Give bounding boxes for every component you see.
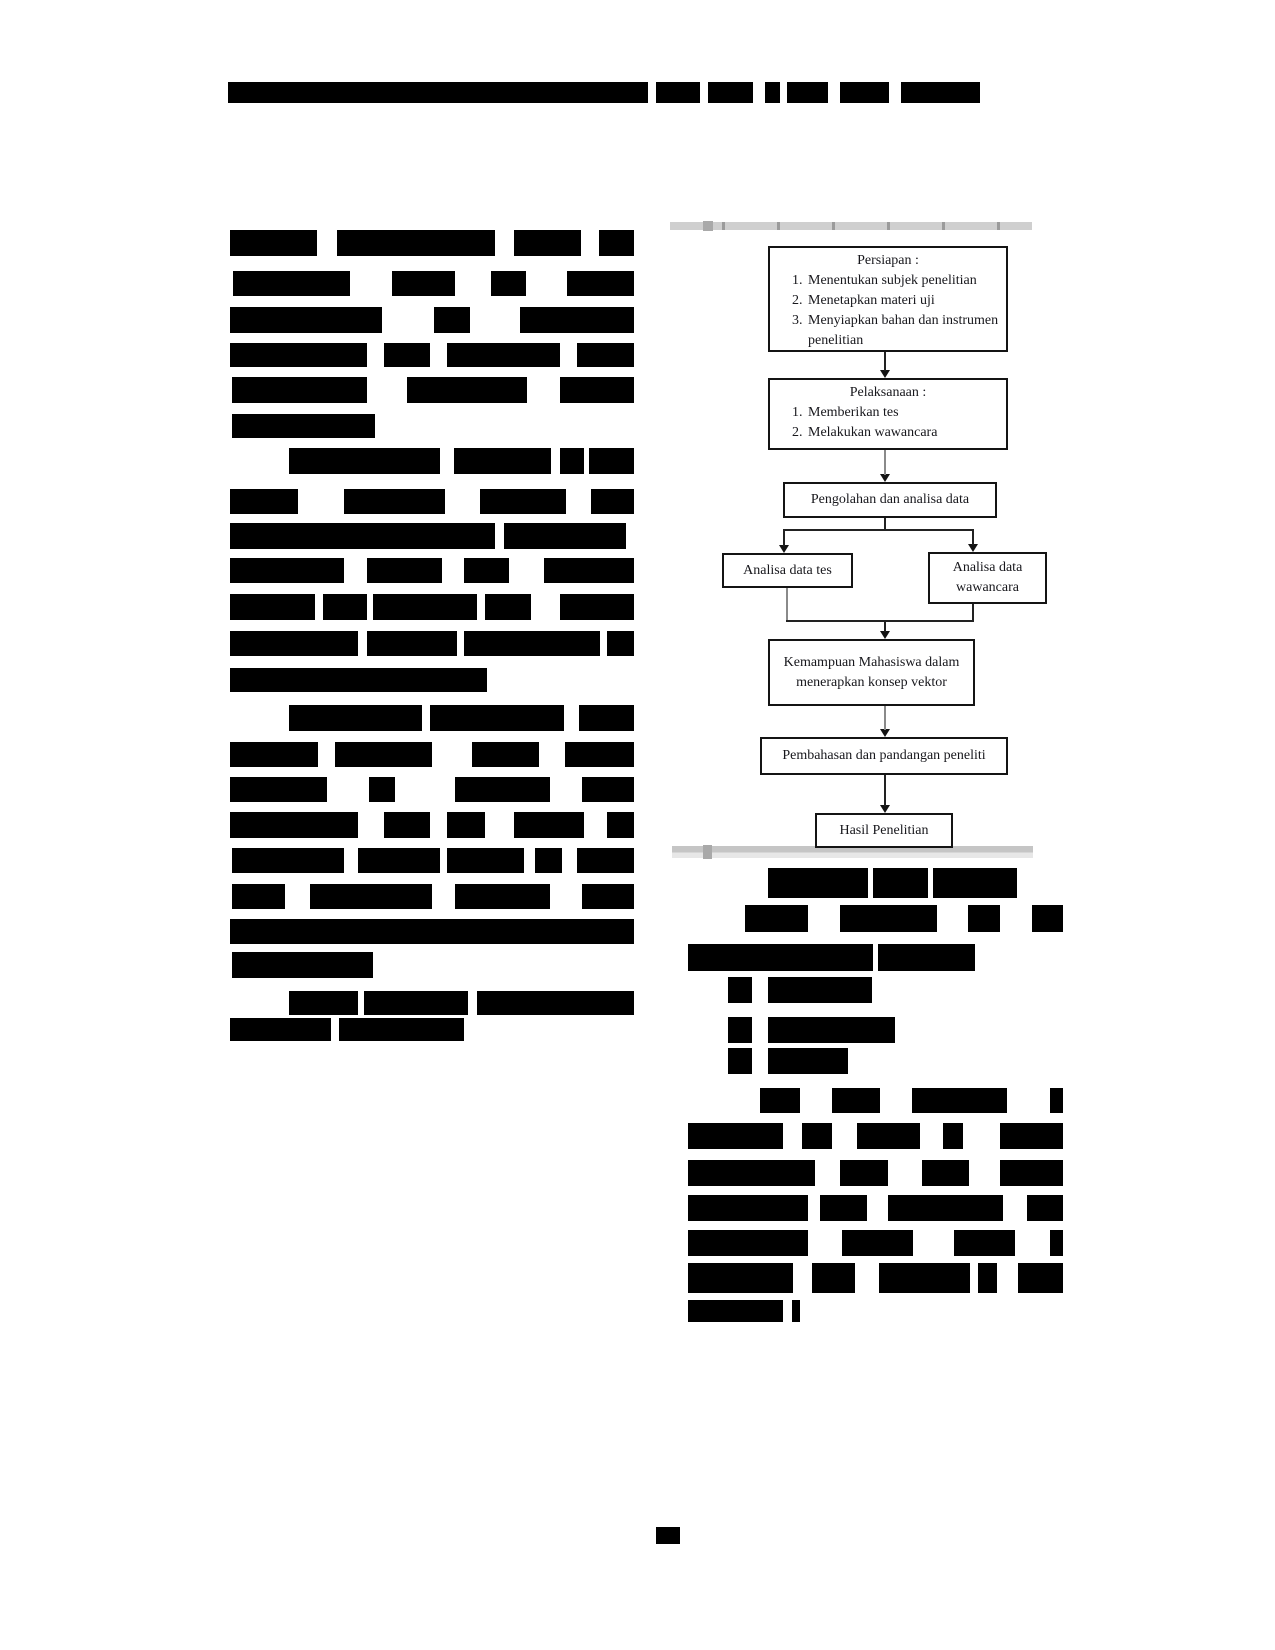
figure-top-scan-bar-lead — [703, 221, 713, 231]
flow-box-analisa-data-tes — [722, 553, 853, 588]
figure-bottom-scan-bar-lead — [703, 845, 712, 859]
connector-line-horizontal — [786, 620, 974, 622]
connector-line-vertical — [884, 775, 886, 806]
flow-box-list — [770, 403, 1006, 443]
arrowhead-down-icon — [880, 729, 890, 737]
connector-line-vertical — [884, 706, 886, 730]
connector-line-vertical — [972, 530, 974, 545]
connector-line-vertical — [786, 588, 788, 622]
connector-line-vertical — [884, 352, 886, 371]
flow-box-persiapan — [768, 246, 1008, 352]
flow-box-list-item: 1. Menentukan subjek penelitian — [806, 271, 1002, 291]
flow-box-label: Pembahasan dan pandangan peneliti — [782, 748, 986, 763]
flow-box-analisa-data-wawancara — [928, 552, 1047, 604]
flow-box-label: Analisa data wawancara — [952, 560, 1023, 595]
arrowhead-down-icon — [779, 545, 789, 553]
flow-box-hasil — [815, 813, 953, 848]
flow-box-pelaksanaan — [768, 378, 1008, 450]
connector-line-vertical — [884, 450, 886, 475]
flow-box-label: Hasil Penelitian — [839, 822, 929, 838]
flow-box-kemampuan — [768, 639, 975, 706]
flow-box-pembahasan — [760, 737, 1008, 775]
arrowhead-down-icon — [880, 474, 890, 482]
flow-box-pengolahan — [783, 482, 997, 518]
arrowhead-down-icon — [880, 805, 890, 813]
figure-top-scan-bar — [670, 222, 1032, 230]
connector-line-vertical — [884, 621, 886, 632]
flow-box-title: Persiapan : — [857, 253, 919, 268]
flow-box-label: Pengolahan dan analisa data — [810, 492, 970, 507]
flow-box-title: Pelaksanaan : — [849, 385, 927, 400]
flow-box-list-item: 1. Memberikan tes — [806, 403, 1002, 423]
flow-box-label: Kemampuan Mahasiswa dalam menerapkan konsep vektor — [783, 654, 960, 690]
arrowhead-down-icon — [968, 544, 978, 552]
flow-box-label: Analisa data tes — [743, 562, 832, 578]
flow-box-list-item: 2. Menetapkan materi uji — [806, 291, 1002, 311]
connector-line-horizontal — [783, 529, 974, 531]
flow-box-list — [770, 271, 1006, 351]
connector-line-vertical — [783, 530, 785, 546]
flow-box-list-item: 3. Menyiapkan bahan dan instrumen penelitian — [806, 311, 1002, 351]
flow-box-list-item: 2. Melakukan wawancara — [806, 423, 1002, 443]
arrowhead-down-icon — [880, 370, 890, 378]
arrowhead-down-icon — [880, 631, 890, 639]
